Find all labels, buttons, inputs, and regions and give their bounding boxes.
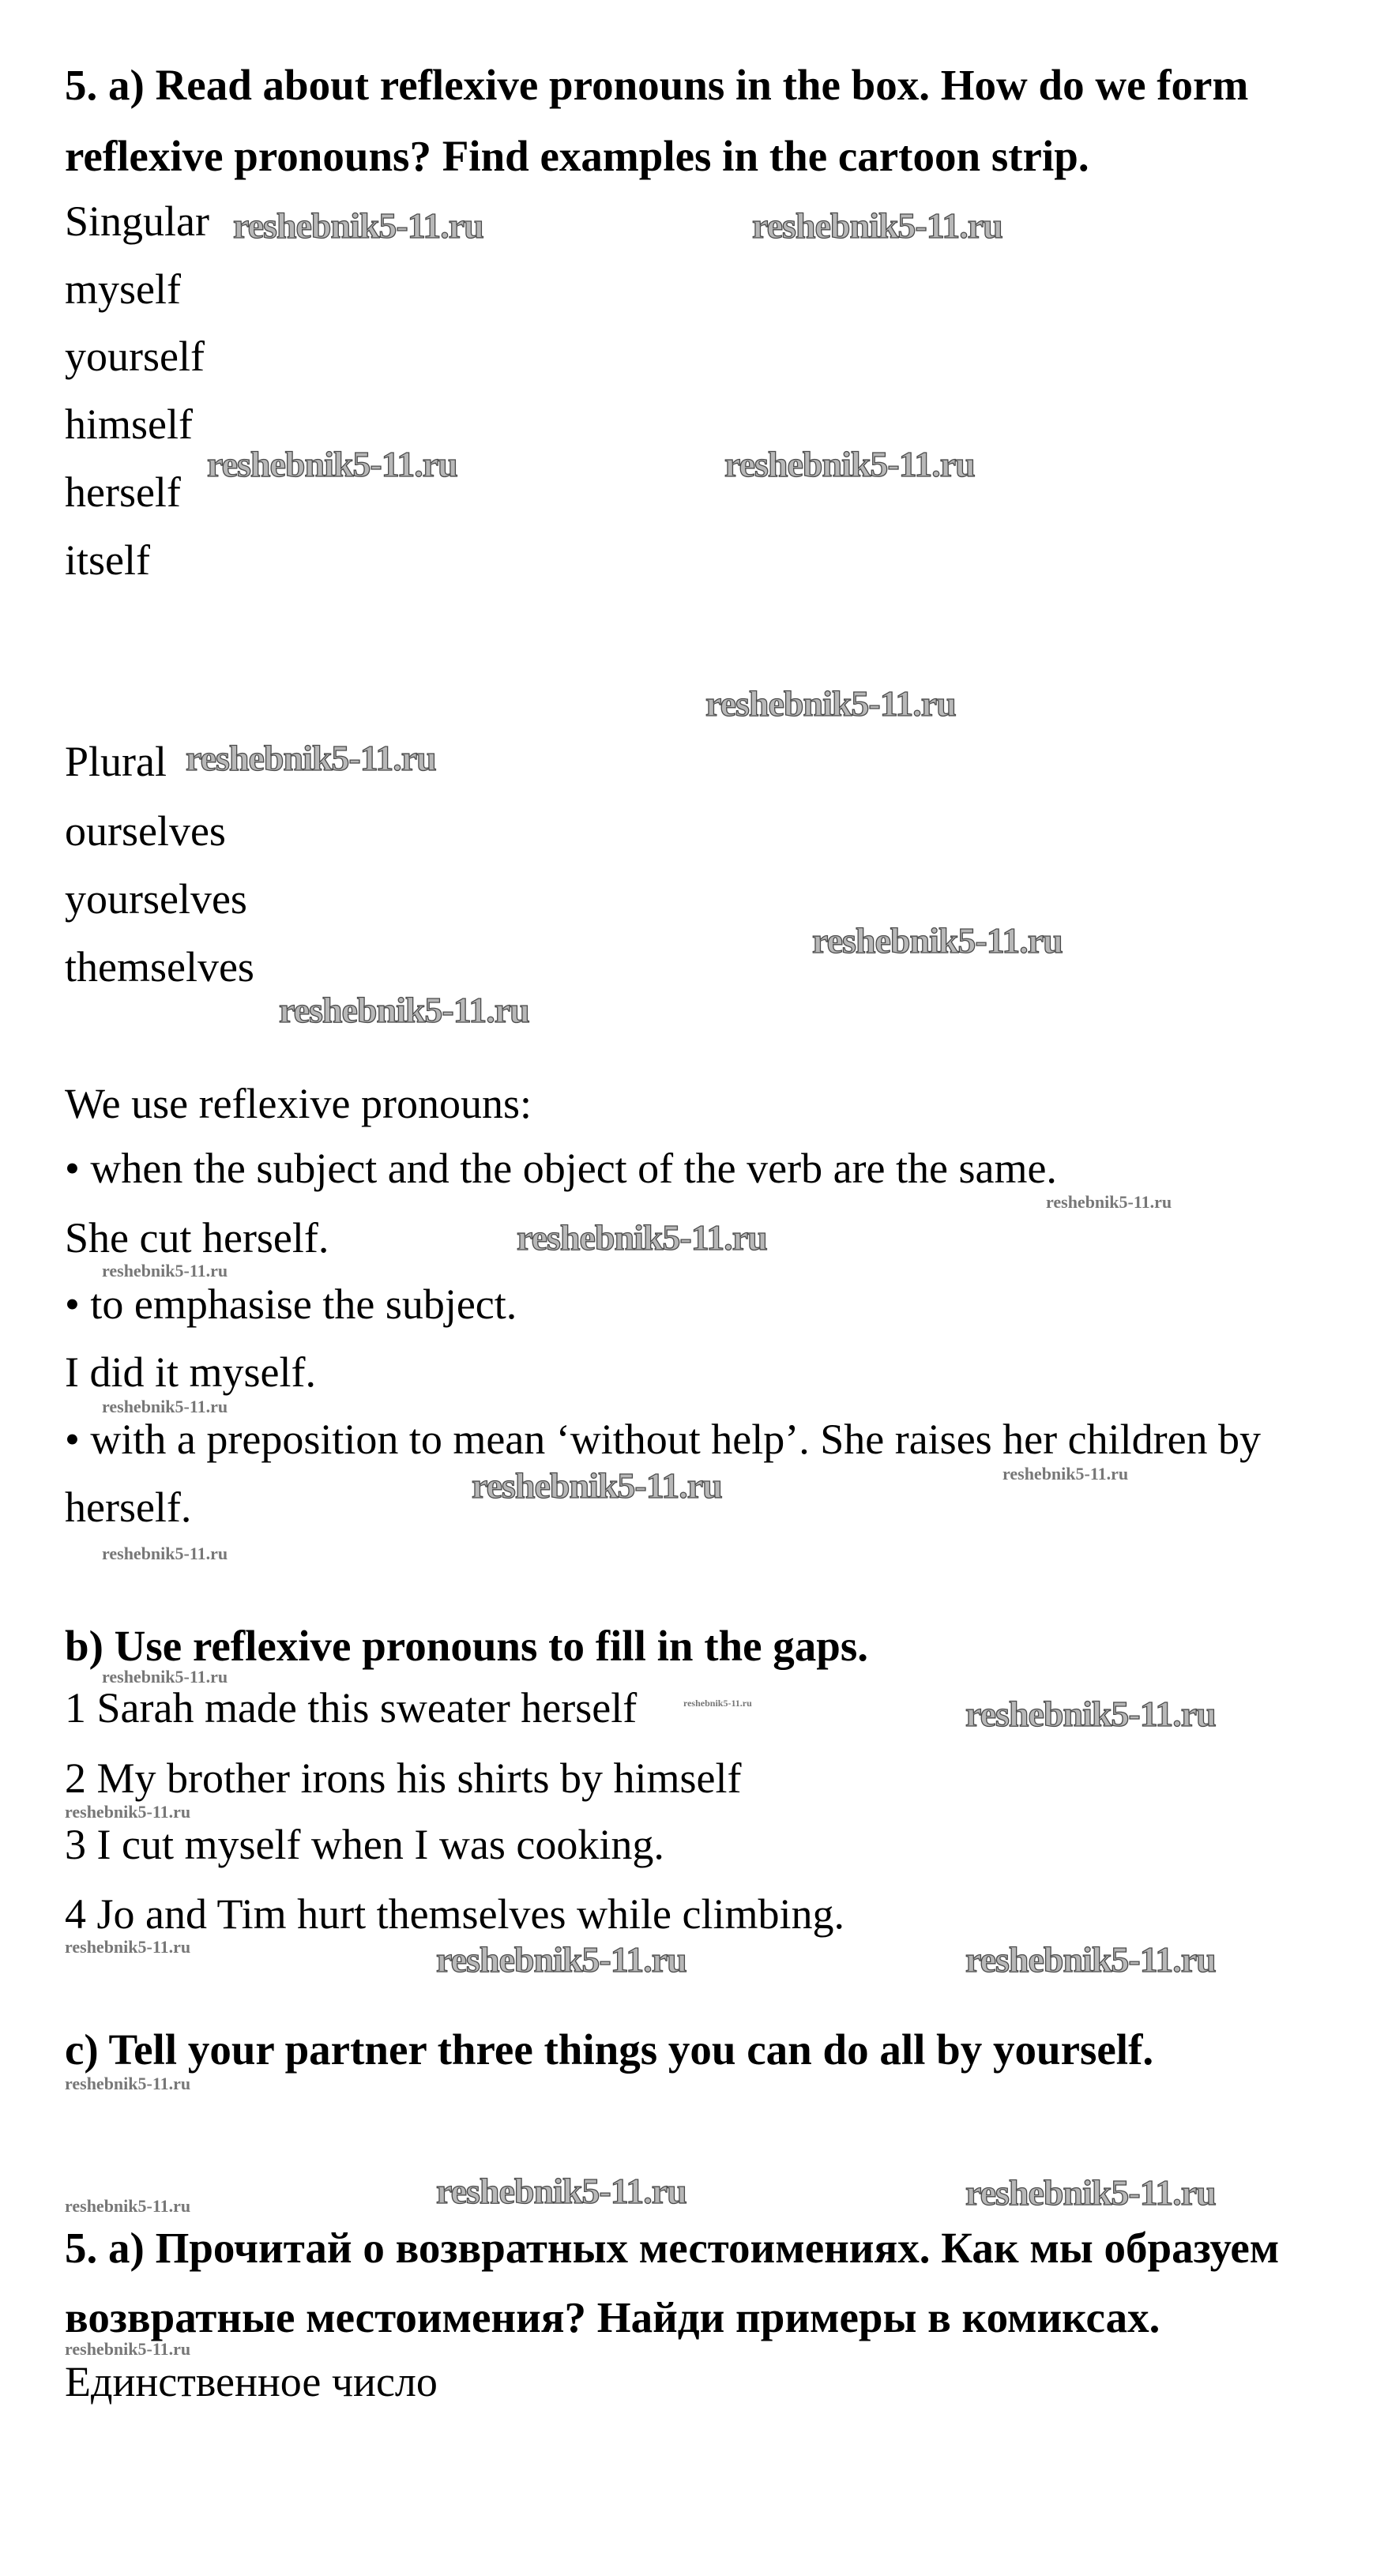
singular-heading: Singular bbox=[65, 197, 209, 245]
watermark-tiny: reshebnik5-11.ru bbox=[683, 1698, 752, 1709]
watermark-small: reshebnik5-11.ru bbox=[1002, 1464, 1129, 1484]
exercise-b-title: b) Use reflexive pronouns to fill in the gaps. bbox=[65, 1622, 869, 1670]
answer-line: 1 Sarah made this sweater herself bbox=[65, 1684, 638, 1732]
pronoun-item: myself bbox=[65, 265, 181, 313]
watermark-small: reshebnik5-11.ru bbox=[102, 1667, 228, 1687]
pronoun-item: themselves bbox=[65, 943, 254, 991]
watermark: reshebnik5-11.ru bbox=[965, 2172, 1216, 2213]
watermark: reshebnik5-11.ru bbox=[517, 1217, 767, 1258]
usage-example: She cut herself. bbox=[65, 1214, 329, 1262]
watermark-small: reshebnik5-11.ru bbox=[102, 1397, 228, 1416]
watermark: reshebnik5-11.ru bbox=[724, 444, 975, 484]
usage-rule: • with a preposition to mean ‘without help’. She raises her children by bbox=[65, 1416, 1262, 1463]
ru-exercise-title-cont: возвратные местоимения? Найди примеры в комиксах. bbox=[65, 2293, 1160, 2341]
watermark-small: reshebnik5-11.ru bbox=[1046, 1192, 1172, 1212]
exercise-c-title: c) Tell your partner three things you can do all by yourself. bbox=[65, 2025, 1154, 2074]
ru-singular-heading: Единственное число bbox=[65, 2358, 438, 2405]
answer-line: 4 Jo and Tim hurt themselves while climbing. bbox=[65, 1890, 844, 1938]
watermark-small: reshebnik5-11.ru bbox=[65, 2074, 191, 2093]
answer-line: 3 I cut myself when I was cooking. bbox=[65, 1821, 664, 1868]
pronoun-item: yourself bbox=[65, 333, 205, 380]
watermark: reshebnik5-11.ru bbox=[186, 738, 436, 778]
ru-exercise-title: 5. а) Прочитай о возвратных местоимениях. Как мы образуем bbox=[65, 2224, 1280, 2272]
watermark-small: reshebnik5-11.ru bbox=[65, 2196, 191, 2216]
watermark: reshebnik5-11.ru bbox=[472, 1465, 722, 1506]
pronoun-item: yourselves bbox=[65, 875, 247, 923]
watermark-small: reshebnik5-11.ru bbox=[65, 1937, 191, 1957]
usage-intro: We use reflexive pronouns: bbox=[65, 1080, 532, 1127]
pronoun-item: itself bbox=[65, 536, 150, 584]
watermark: reshebnik5-11.ru bbox=[279, 990, 529, 1030]
usage-example: I did it myself. bbox=[65, 1348, 316, 1396]
exercise-title-cont: reflexive pronouns? Find examples in the cartoon strip. bbox=[65, 132, 1089, 180]
watermark: reshebnik5-11.ru bbox=[436, 1939, 686, 1980]
exercise-title: 5. a) Read about reflexive pronouns in the box. How do we form bbox=[65, 61, 1249, 109]
watermark: reshebnik5-11.ru bbox=[233, 205, 483, 246]
watermark: reshebnik5-11.ru bbox=[207, 444, 457, 484]
watermark: reshebnik5-11.ru bbox=[705, 683, 956, 724]
usage-rule: • when the subject and the object of the verb are the same. bbox=[65, 1145, 1057, 1192]
watermark-small: reshebnik5-11.ru bbox=[102, 1261, 228, 1280]
watermark-small: reshebnik5-11.ru bbox=[65, 2339, 191, 2359]
watermark-small: reshebnik5-11.ru bbox=[102, 1544, 228, 1563]
watermark: reshebnik5-11.ru bbox=[965, 1939, 1216, 1980]
pronoun-item: himself bbox=[65, 401, 193, 448]
watermark-small: reshebnik5-11.ru bbox=[65, 1802, 191, 1822]
watermark: reshebnik5-11.ru bbox=[965, 1694, 1216, 1734]
plural-heading: Plural bbox=[65, 738, 167, 785]
pronoun-item: ourselves bbox=[65, 807, 226, 855]
pronoun-item: herself bbox=[65, 468, 181, 516]
usage-rule-cont: herself. bbox=[65, 1484, 192, 1531]
watermark: reshebnik5-11.ru bbox=[436, 2171, 686, 2211]
watermark: reshebnik5-11.ru bbox=[752, 205, 1002, 246]
watermark: reshebnik5-11.ru bbox=[812, 920, 1063, 961]
answer-line: 2 My brother irons his shirts by himself bbox=[65, 1754, 742, 1802]
usage-rule: • to emphasise the subject. bbox=[65, 1280, 517, 1328]
